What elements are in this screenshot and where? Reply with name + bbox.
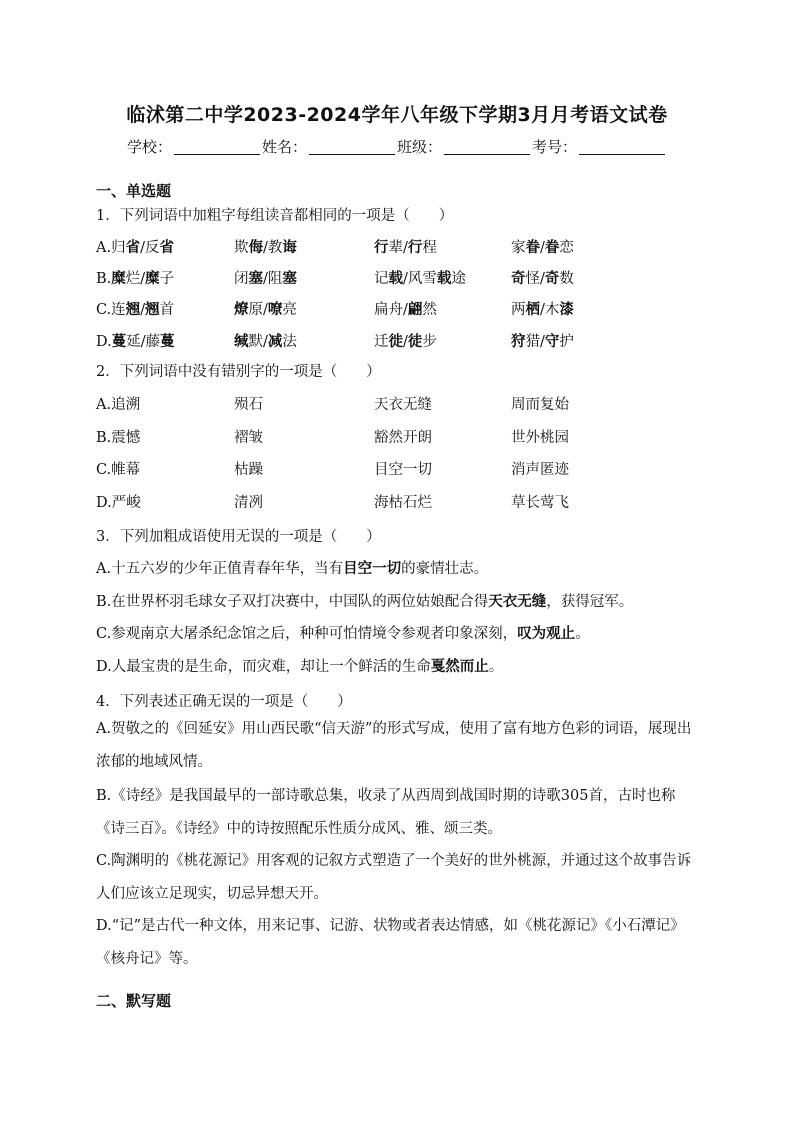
- bold-char: 糜: [111, 270, 126, 287]
- class-blank: [444, 140, 530, 155]
- bold-char: 栖: [525, 301, 540, 318]
- option-text: C.参观南京大屠杀纪念馆之后，种种可怕情境令参观者印象深刻，: [96, 626, 518, 642]
- word: 清冽: [234, 495, 263, 511]
- word-text: 数: [559, 271, 574, 287]
- word-pair: [96, 236, 174, 257]
- word-text: 闭: [234, 271, 249, 287]
- word-pair: [234, 330, 297, 351]
- word: B.震憾: [96, 430, 141, 446]
- word-text: 程: [422, 240, 437, 256]
- word-pair: [374, 330, 437, 351]
- bold-char: 奇: [544, 270, 560, 287]
- word: 周而复始: [511, 397, 569, 413]
- word-text: 迁: [374, 334, 389, 350]
- word-text: 子: [159, 271, 175, 287]
- class-label: 班级：: [397, 138, 443, 156]
- word-text: /风雪: [403, 271, 437, 287]
- word: 枯躁: [234, 462, 263, 478]
- word: D.严峻: [96, 495, 141, 511]
- question-4-option: B.《诗经》是我国最早的一部诗歌总集，收录了从西周到战国时期的诗歌305首，古时也称《诗三百》。《诗经》中的诗按照配乐性质分成风、雅、颂三类。: [96, 788, 676, 837]
- bold-idiom: 目空一切: [343, 560, 402, 577]
- bold-char: 眷: [544, 239, 560, 256]
- word-text: /: [540, 240, 545, 256]
- bold-char: 缄: [234, 333, 249, 350]
- word: 天衣无缝: [374, 397, 432, 413]
- option-text: ，获得冠军。: [546, 594, 634, 610]
- word: 世外桃园: [511, 430, 569, 446]
- bold-char: 翩: [407, 301, 423, 318]
- exam-number-blank: [579, 140, 665, 155]
- bold-char: 翘: [125, 301, 141, 318]
- bold-char: 载: [436, 270, 452, 287]
- word-text: 两: [511, 302, 526, 318]
- word-text: 烂/: [125, 271, 146, 287]
- word: 殒石: [234, 397, 263, 413]
- word: C.帷幕: [96, 462, 141, 478]
- bold-char: 眷: [525, 239, 540, 256]
- word-text: 法: [282, 334, 297, 350]
- word: 目空一切: [374, 462, 432, 478]
- bold-char: 载: [388, 270, 403, 287]
- word: 褶皱: [234, 430, 263, 446]
- question-3-option: [96, 557, 488, 578]
- word: 豁然开朗: [374, 430, 432, 446]
- question-4-option: D.“记”是古代一种文体，用来记事、记游、状物或者表达情感，如《桃花源记》《小石潭记》《核舟记》等。: [96, 918, 685, 967]
- question-3-stem: 3．下列加粗成语使用无误的一项是（ ）: [96, 529, 381, 545]
- option-text: D.人最宝贵的是生命，而灾难，却让一个鲜活的生命: [96, 659, 431, 675]
- option-text: 。: [575, 626, 590, 642]
- word-text: B.: [96, 271, 112, 287]
- word-text: 护: [559, 334, 574, 350]
- word-text: 原/: [248, 302, 268, 318]
- word-text: /阻: [263, 271, 283, 287]
- word: 消声匿迹: [511, 462, 569, 478]
- exam-title: 临沭第二中学2023-2024学年八年级下学期3月月考语文试卷: [126, 104, 668, 126]
- name-blank: [309, 140, 395, 155]
- exam-number-label: 考号：: [532, 138, 578, 156]
- school-label: 学校：: [126, 138, 172, 156]
- word-text: 首: [159, 302, 175, 318]
- bold-char: 行: [374, 239, 389, 256]
- question-4-stem: 4．下列表述正确无误的一项是（ ）: [96, 694, 352, 710]
- bold-char: 翘: [145, 301, 160, 318]
- question-1-stem: 1．下列词语中加粗字每组读音都相同的一项是（ ）: [96, 208, 454, 224]
- bold-char: 燎: [234, 301, 249, 318]
- word-text: A.归: [96, 240, 126, 256]
- option-text: A.十五六岁的少年正值青春年华，当有: [96, 561, 344, 577]
- word-pair: [234, 236, 297, 257]
- word-pair: [511, 330, 574, 351]
- bold-idiom: 天衣无缝: [488, 593, 547, 610]
- question-3-option: [96, 622, 590, 643]
- student-info-line: [0, 136, 794, 157]
- bold-char: 侮: [248, 239, 263, 256]
- bold-idiom: 戛然而止: [430, 658, 489, 675]
- question-4-option: A.贺敬之的《回延安》用山西民歌“信天游”的形式写成，使用了富有地方色彩的词语，展现出浓郁的地域风情。: [96, 721, 692, 770]
- option-text: B.在世界杯羽毛球女子双打决赛中，中国队的两位姑娘配合得: [96, 594, 489, 610]
- word-text: 途: [451, 271, 466, 287]
- word-text: 亮: [282, 302, 297, 318]
- option-text: 。: [488, 659, 504, 675]
- bold-char: 糜: [145, 270, 160, 287]
- word-text: 延/藤: [126, 334, 161, 350]
- word-text: 步: [422, 334, 437, 350]
- word-text: 辈/: [388, 240, 408, 256]
- school-blank: [174, 140, 260, 155]
- word-pair: [374, 236, 437, 257]
- word-text: D.: [96, 334, 112, 350]
- word-text: 默/: [248, 334, 268, 350]
- word-pair: [374, 298, 437, 319]
- bold-char: 嘹: [267, 301, 283, 318]
- bold-char: 塞: [248, 270, 263, 287]
- word-pair: [96, 267, 174, 288]
- bold-char: 徒: [407, 333, 423, 350]
- word-text: 欺: [234, 240, 249, 256]
- word-pair: [374, 267, 466, 288]
- bold-char: 漆: [559, 301, 574, 318]
- bold-char: 守: [544, 333, 560, 350]
- word-pair: [234, 298, 297, 319]
- word-text: /反: [140, 240, 160, 256]
- word-text: /: [140, 302, 146, 318]
- word: 草长莺飞: [511, 495, 569, 511]
- question-2-stem: 2．下列词语中没有错别字的一项是（ ）: [96, 364, 381, 380]
- bold-char: 减: [267, 333, 283, 350]
- question-3-option: [96, 655, 503, 676]
- word-text: 猎/: [525, 334, 545, 350]
- word-text: 扁舟/: [374, 302, 408, 318]
- question-3-option: [96, 590, 633, 611]
- bold-char: 蔓: [111, 333, 127, 350]
- section-heading-dictation: 二、默写题: [96, 992, 172, 1010]
- word-text: 记: [374, 271, 389, 287]
- bold-char: 省: [159, 239, 174, 256]
- word-text: 家: [511, 240, 526, 256]
- word-text: 怪/: [525, 271, 545, 287]
- word: A.追溯: [96, 397, 141, 413]
- word-text: C.连: [96, 302, 126, 318]
- word-pair: [511, 236, 574, 257]
- bold-char: 行: [407, 239, 423, 256]
- option-text: 的豪情壮志。: [401, 561, 489, 577]
- word-pair: [96, 298, 174, 319]
- word-text: 恋: [559, 240, 574, 256]
- word-text: 然: [422, 302, 437, 318]
- word: 海枯石烂: [374, 495, 432, 511]
- bold-char: 狩: [511, 333, 526, 350]
- word-pair: [96, 330, 175, 351]
- word-pair: [511, 298, 574, 319]
- word-pair: [511, 267, 574, 288]
- bold-char: 徙: [388, 333, 403, 350]
- bold-char: 省: [125, 239, 141, 256]
- bold-char: 蔓: [160, 333, 175, 350]
- name-label: 姓名：: [261, 138, 307, 156]
- section-heading-single-choice: 一、单选题: [96, 182, 172, 200]
- question-4-option: C.陶渊明的《桃花源记》用客观的记叙方式塑造了一个美好的世外桃源，并通过这个故事告诉人们应该立足现实，切忌异想天开。: [96, 853, 692, 902]
- bold-char: 诲: [282, 239, 297, 256]
- bold-idiom: 叹为观止: [517, 625, 576, 642]
- bold-char: 塞: [282, 270, 297, 287]
- word-text: /木: [540, 302, 560, 318]
- word-text: /: [403, 334, 408, 350]
- bold-char: 奇: [511, 270, 526, 287]
- word-pair: [234, 267, 297, 288]
- word-text: /教: [263, 240, 283, 256]
